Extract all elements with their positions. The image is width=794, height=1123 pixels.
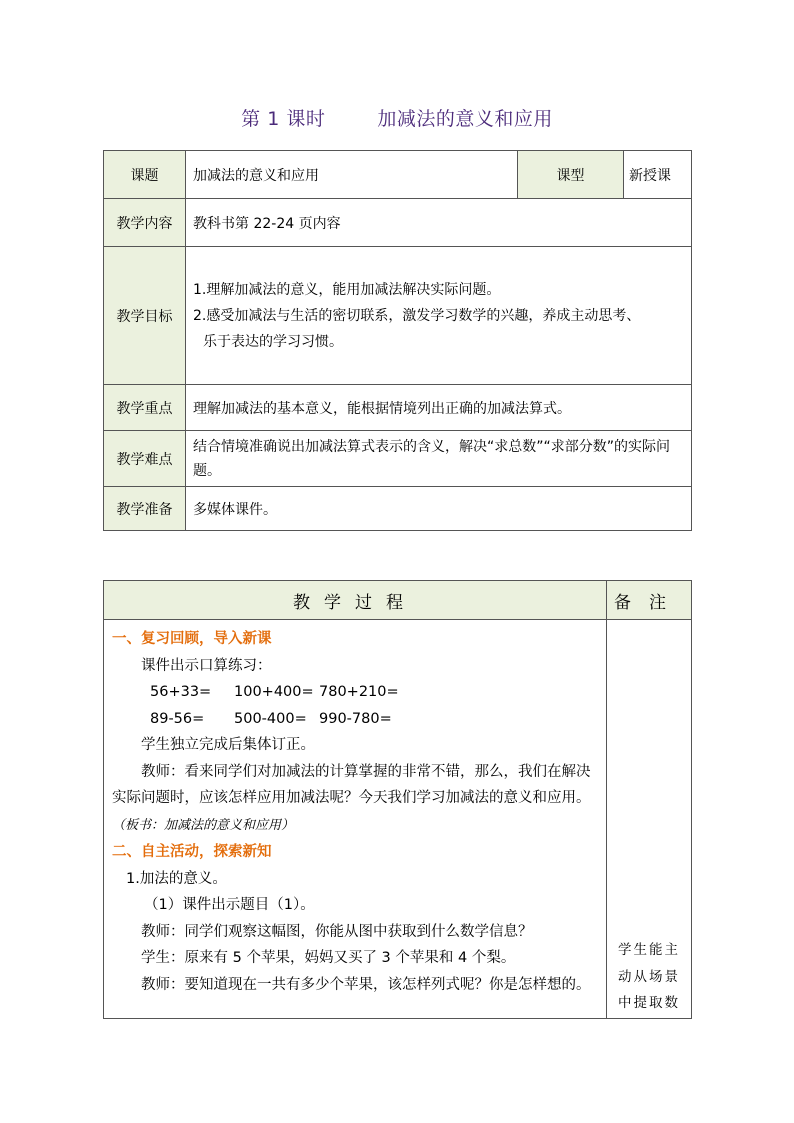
math-item: 89-56= — [150, 710, 205, 727]
math-row — [112, 679, 600, 706]
key-value: 理解加减法的基本意义，能根据情境列出正确的加减法算式。 — [186, 385, 692, 431]
paragraph: 1.加法的意义。 — [126, 870, 227, 887]
math-item: 56+33= — [150, 684, 212, 700]
math-item: 780+210= — [319, 684, 399, 700]
paragraph: 学生：原来有 5 个苹果，妈妈又买了 3 个苹果和 4 个梨。 — [141, 950, 516, 966]
content-value: 教科书第 22-24 页内容 — [186, 199, 692, 247]
math-row — [112, 706, 600, 733]
paragraph: 课件出示口算练习： — [141, 657, 272, 674]
goals-label: 教学目标 — [104, 247, 186, 385]
lesson-info-table — [103, 150, 692, 531]
topic-label: 课题 — [104, 151, 186, 199]
type-value: 新授课 — [624, 151, 692, 199]
math-item: 100+400= — [234, 684, 314, 700]
math-item: 500-400= — [234, 710, 307, 727]
paragraph: （1）课件出示题目（1）。 — [144, 897, 315, 913]
teaching-process-table — [103, 580, 692, 1019]
math-item: 990-780= — [319, 710, 392, 727]
topic-value: 加减法的意义和应用 — [186, 151, 518, 199]
goal-item: 1.理解加减法的意义，能用加减法解决实际问题。 — [193, 281, 501, 298]
content-label: 教学内容 — [104, 199, 186, 247]
note-header: 备注 — [607, 581, 692, 620]
lesson-number: 第 1 课时 — [241, 108, 326, 130]
paragraph — [112, 759, 600, 840]
prep-label: 教学准备 — [104, 487, 186, 531]
difficulty-value: 结合情境准确说出加减法算式表示的含义，解决“求总数”“求部分数”的实际问题。 — [186, 431, 692, 487]
board-note: （板书：加减法的意义和应用） — [112, 817, 295, 833]
lesson-topic: 加减法的意义和应用 — [377, 108, 553, 130]
page-title — [0, 104, 794, 131]
note-line: 学生能主 — [618, 942, 680, 958]
note-line: 动从场景 — [618, 968, 680, 985]
goal-item: 乐于表达的学习习惯。 — [203, 333, 343, 350]
teacher-speech: 教师：看来同学们对加减法的计算掌握的非常不错，那么，我们在解决实际问题时，应该怎样应用加减法呢？今天我们学习加减法的意义和应用。 — [112, 763, 591, 806]
type-label: 课型 — [518, 151, 624, 199]
goal-item: 2.感受加减法与生活的密切联系，激发学习数学的兴趣，养成主动思考、 — [193, 307, 641, 324]
paragraph: 学生独立完成后集体订正。 — [141, 737, 315, 753]
section-heading: 一、复习回顾，导入新课 — [112, 631, 272, 647]
note-column — [607, 620, 692, 1019]
prep-value: 多媒体课件。 — [186, 487, 692, 531]
key-label: 教学重点 — [104, 385, 186, 431]
process-header: 教学过程 — [104, 581, 607, 620]
section-heading: 二、自主活动，探索新知 — [112, 844, 272, 860]
process-content — [104, 620, 607, 1019]
goals-value — [186, 247, 692, 385]
difficulty-label: 教学难点 — [104, 431, 186, 487]
note-line: 中提取数 — [618, 995, 680, 1011]
paragraph: 教师：同学们观察这幅图，你能从图中获取到什么数学信息？ — [141, 923, 533, 940]
paragraph: 教师：要知道现在一共有多少个苹果，该怎样列式呢？你是怎样想的。 — [141, 976, 591, 993]
